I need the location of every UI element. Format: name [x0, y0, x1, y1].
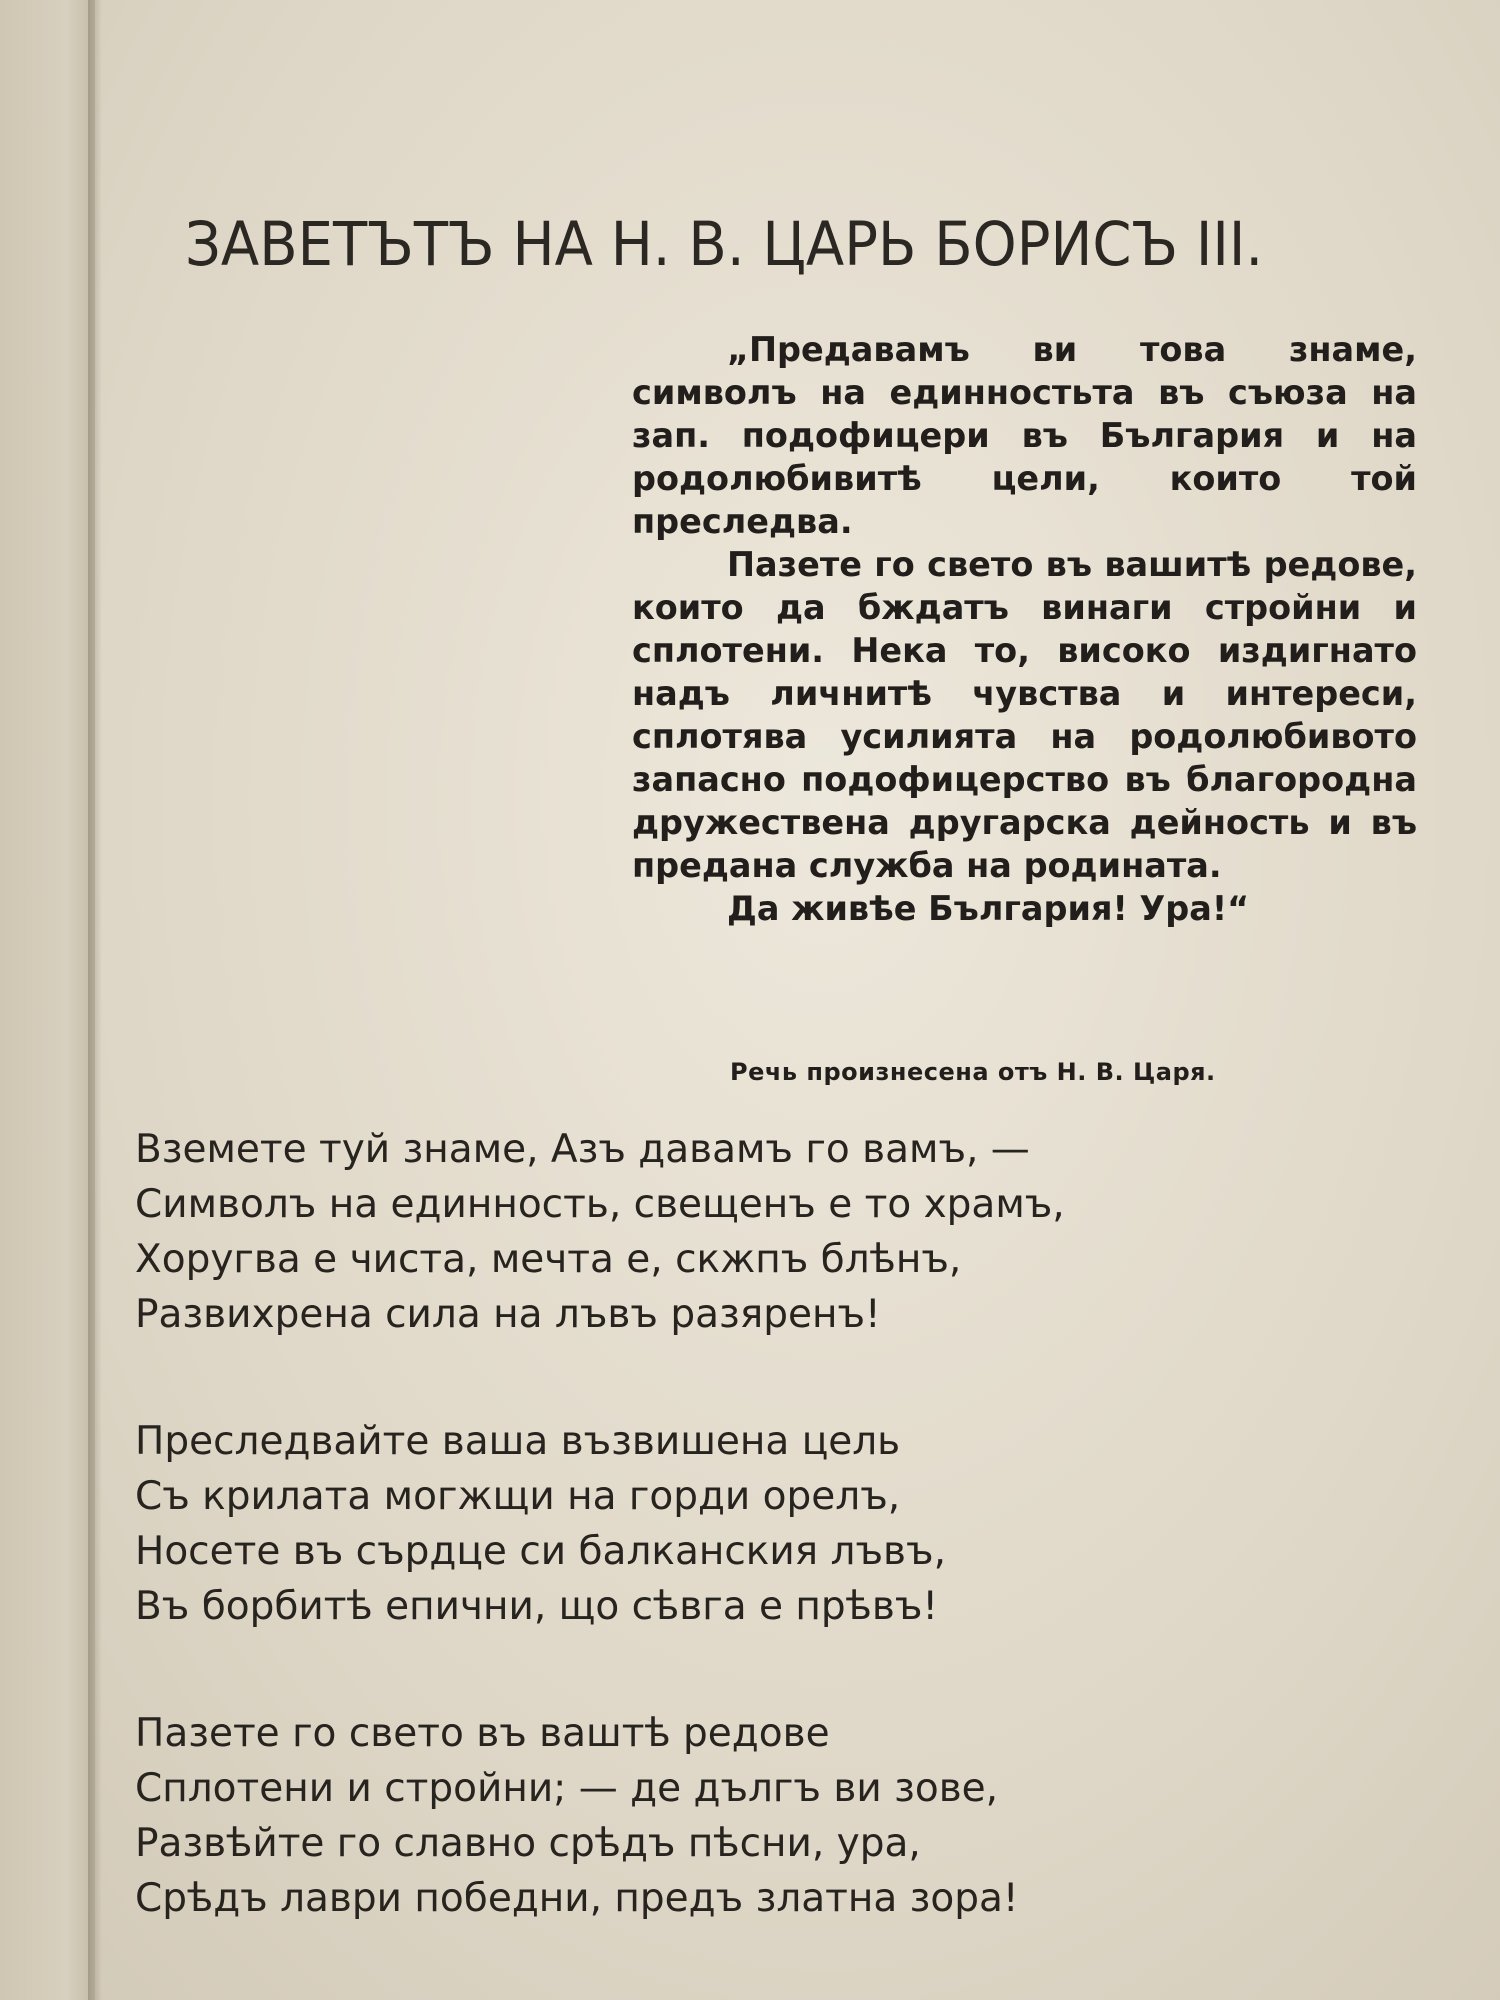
poem-line: Символъ на единность, свещенъ е то храмъ,	[135, 1182, 1065, 1227]
speech-block	[632, 328, 1417, 930]
poem-stanza	[135, 1122, 1335, 1342]
poem-stanza	[135, 1706, 1335, 1926]
poem-line: Развѣйте го славно срѣдъ пѣсни, ура,	[135, 1821, 921, 1866]
speech-paragraph: Пазете го свето въ вашитѣ редове, които да бждатъ винаги стройни и сплотени. Нека то, високо издигнато надъ личнитѣ чувства и интереси, сплотява усилията на родолюбивото запасно подофицерство въ благородна дружествена другарска дейность и въ предана служба на родината.	[632, 545, 1417, 885]
poem-line: Преследвайте ваша възвишена цель	[135, 1419, 901, 1464]
speech-attribution: Речь произнесена отъ Н. В. Царя.	[730, 1058, 1216, 1086]
poem-line: Съ крилата могжщи на горди орелъ,	[135, 1474, 901, 1519]
poem-line: Хоругва е чиста, мечта е, скжпъ блѣнъ,	[135, 1237, 962, 1282]
poem-line: Пазете го свето въ ваштѣ редове	[135, 1711, 830, 1756]
poem-line: Развихрена сила на лъвъ разяренъ!	[135, 1292, 881, 1337]
gutter-shadow	[88, 0, 102, 2000]
poem-line: Въ борбитѣ епични, що сѣвга е прѣвъ!	[135, 1584, 939, 1629]
poem-line: Срѣдъ лаври победни, предъ златна зора!	[135, 1876, 1019, 1921]
poem	[135, 1122, 1335, 1998]
left-page-edge	[0, 0, 95, 2000]
poem-line: Сплотени и стройни; — де дългъ ви зове,	[135, 1766, 999, 1811]
page-title: ЗАВЕТЪТЪ НА Н. В. ЦАРЬ БОРИСЪ III.	[185, 210, 1264, 281]
speech-cheer: Да живѣе България! Ура!“	[727, 889, 1250, 928]
poem-line: Вземете туй знаме, Азъ давамъ го вамъ, —	[135, 1127, 1030, 1172]
poem-line: Носете въ сърдце си балканския лъвъ,	[135, 1529, 946, 1574]
poem-stanza	[135, 1414, 1335, 1634]
speech-paragraph: „Предавамъ ви това знаме, символъ на единностьта въ съюза на зап. подофицери въ България и на родолюбивитѣ цели, които той преследва.	[632, 330, 1417, 541]
